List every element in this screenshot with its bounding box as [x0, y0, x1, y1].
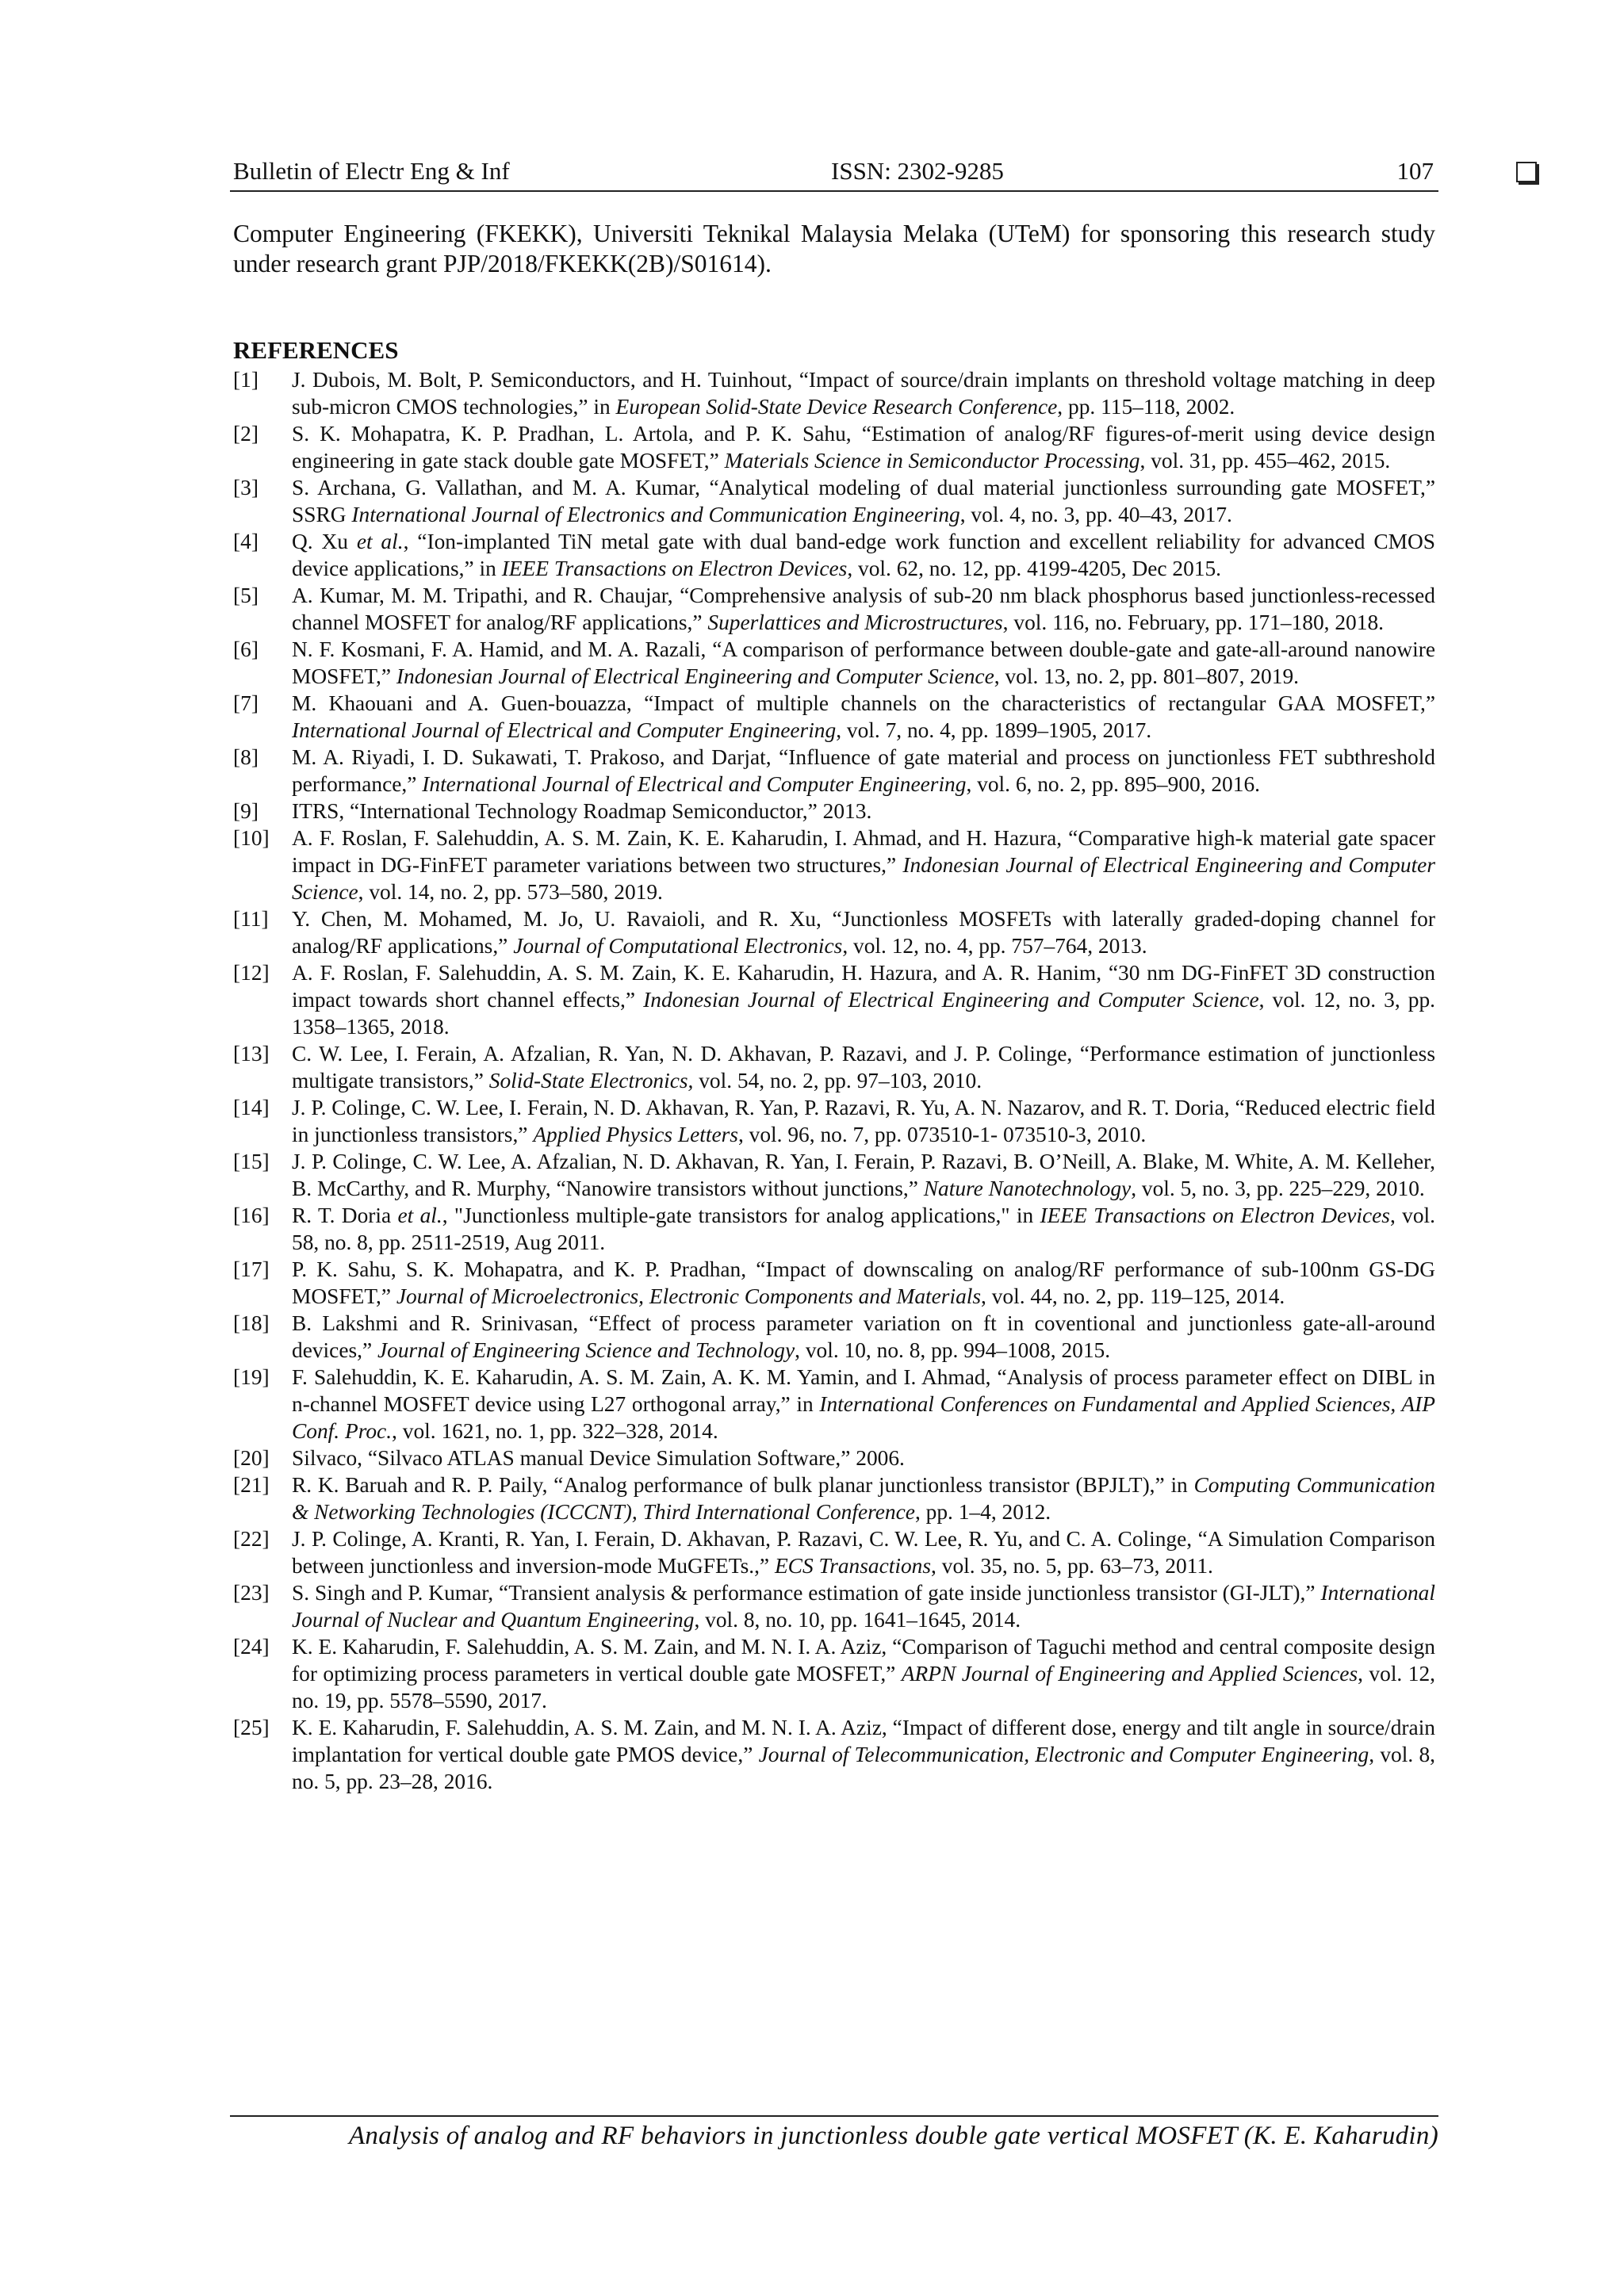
reference-venue: IEEE Transactions on Electron Devices [1040, 1203, 1390, 1227]
reference-number: [17] [233, 1257, 270, 1281]
reference-segment: , vol. 12, no. 3, pp. 1358–1365, 2018. [292, 988, 1435, 1039]
page-footer: Analysis of analog and RF behaviors in junctionless double gate vertical MOSFET (K. E. Kaharudin) [348, 2122, 1438, 2150]
reference-number: [11] [233, 907, 269, 931]
reference-item [233, 1579, 1435, 1633]
reference-item [233, 1714, 1435, 1795]
reference-text [292, 1148, 1435, 1202]
reference-segment: K. E. Kaharudin, F. Salehuddin, A. S. M. Zain, and M. N. I. A. Aziz, “Impact of different dose, energy and tilt angle in source/drain implantation for vertical double gate PMOS device,” [292, 1716, 1435, 1766]
reference-number: [9] [233, 799, 259, 823]
reference-text [292, 1714, 1435, 1795]
reference-segment: Silvaco, “Silvaco ATLAS manual Device Simulation Software,” 2006. [292, 1446, 905, 1470]
reference-venue: International Journal of Electronics and Communication Engineering [351, 503, 960, 526]
reference-number: [4] [233, 530, 259, 553]
reference-segment: , vol. 1621, no. 1, pp. 322–328, 2014. [392, 1419, 718, 1443]
reference-number: [18] [233, 1311, 270, 1335]
reference-item [233, 798, 1435, 825]
reference-segment: , vol. 14, no. 2, pp. 573–580, 2019. [358, 880, 663, 904]
reference-text [292, 474, 1435, 528]
reference-number: [22] [233, 1527, 270, 1551]
reference-venue: Indonesian Journal of Electrical Engineering and Computer Science [643, 988, 1259, 1012]
reference-segment: , vol. 8, no. 10, pp. 1641–1645, 2014. [694, 1608, 1021, 1632]
reference-venue: ARPN Journal of Engineering and Applied Sciences [901, 1662, 1358, 1686]
reference-number: [10] [233, 826, 270, 850]
reference-number: [7] [233, 691, 259, 715]
references-heading: REFERENCES [233, 336, 399, 364]
reference-text [292, 582, 1435, 636]
reference-item [233, 744, 1435, 798]
reference-number: [3] [233, 476, 259, 499]
reference-number: [6] [233, 637, 259, 661]
reference-venue: Computing Communication & Networking Technologies (ICCCNT), Third International Conference [292, 1473, 1435, 1524]
reference-segment: S. Archana, G. Vallathan, and M. A. Kumar, “Analytical modeling of dual material junctionless surrounding gate MOSFET,” SSRG [292, 476, 1435, 526]
reference-venue: Journal of Computational Electronics [513, 934, 843, 958]
reference-venue: Journal of Telecommunication, Electronic and Computer Engineering [758, 1743, 1369, 1766]
reference-item [233, 905, 1435, 959]
reference-item [233, 1148, 1435, 1202]
reference-text [292, 1471, 1435, 1525]
reference-segment: N. F. Kosmani, F. A. Hamid, and M. A. Razali, “A comparison of performance between double-gate and gate-all-around nanowire MOSFET,” [292, 637, 1435, 688]
acknowledgement-text: Computer Engineering (FKEKK), Universiti Teknikal Malaysia Melaka (UTeM) for sponsoring this research study under research grant PJP/2018/FKEKK(2B)/S01614). [233, 220, 1435, 277]
footer-divider [230, 2115, 1438, 2117]
reference-segment: , vol. 116, no. February, pp. 171–180, 2018. [1002, 610, 1384, 634]
reference-segment: , vol. 58, no. 8, pp. 2511-2519, Aug 2011. [292, 1203, 1435, 1254]
reference-text [292, 798, 1435, 825]
reference-segment: F. Salehuddin, K. E. Kaharudin, A. S. M. Zain, A. K. M. Yamin, and I. Ahmad, “Analysis of process parameter effect on DIBL in n-channel MOSFET device using L27 orthogonal array,” in [292, 1365, 1435, 1416]
reference-number: [8] [233, 745, 259, 769]
reference-text [292, 1633, 1435, 1714]
reference-text [292, 1040, 1435, 1094]
reference-text [292, 1310, 1435, 1364]
page-header [230, 155, 1438, 192]
reference-segment: S. K. Mohapatra, K. P. Pradhan, L. Artola, and P. K. Sahu, “Estimation of analog/RF figures-of-merit using device design engineering in gate stack double gate MOSFET,” [292, 422, 1435, 473]
reference-item [233, 1525, 1435, 1579]
reference-text [292, 636, 1435, 690]
reference-number: [19] [233, 1365, 270, 1389]
reference-text [292, 1364, 1435, 1445]
reference-segment: , vol. 35, no. 5, pp. 63–73, 2011. [931, 1554, 1213, 1578]
reference-segment: P. K. Sahu, S. K. Mohapatra, and K. P. Pradhan, “Impact of downscaling on analog/RF performance of sub-100nm GS-DG MOSFET,” [292, 1257, 1435, 1308]
reference-segment: A. Kumar, M. M. Tripathi, and R. Chaujar, “Comprehensive analysis of sub-20 nm black phosphorus based junctionless-recessed channel MOSFET for analog/RF applications,” [292, 584, 1435, 634]
reference-item [233, 1094, 1435, 1148]
reference-segment: , vol. 10, no. 8, pp. 994–1008, 2015. [795, 1338, 1111, 1362]
reference-item [233, 690, 1435, 744]
reference-segment: , "Junctionless multiple-gate transistors for analog applications," in [442, 1203, 1040, 1227]
reference-venue: Indonesian Journal of Electrical Engineering and Computer Science [396, 664, 994, 688]
reference-venue: Journal of Microelectronics, Electronic Components and Materials [396, 1284, 982, 1308]
reference-item [233, 528, 1435, 582]
reference-number: [25] [233, 1716, 270, 1739]
reference-text [292, 1094, 1435, 1148]
reference-venue: Solid-State Electronics, [488, 1069, 694, 1093]
reference-number: [15] [233, 1150, 270, 1173]
reference-segment: , pp. 1–4, 2012. [914, 1500, 1051, 1524]
reference-venue: Applied Physics Letters [533, 1123, 738, 1146]
reference-venue: Journal of Engineering Science and Technology [377, 1338, 795, 1362]
reference-number: [1] [233, 368, 259, 392]
reference-venue: European Solid-State Device Research Conference [615, 395, 1058, 419]
reference-segment: R. K. Baruah and R. P. Paily, “Analog performance of bulk planar junctionless transistor (BPJLT),” in [292, 1473, 1194, 1497]
reference-item [233, 825, 1435, 905]
reference-number: [2] [233, 422, 259, 446]
reference-segment: R. T. Doria [292, 1203, 398, 1227]
reference-item [233, 420, 1435, 474]
reference-text [292, 420, 1435, 474]
reference-segment: M. A. Riyadi, I. D. Sukawati, T. Prakoso, and Darjat, “Influence of gate material and process on junctionless FET subthreshold performance,” [292, 745, 1435, 796]
reference-item [233, 474, 1435, 528]
reference-item [233, 1364, 1435, 1445]
reference-segment: J. P. Colinge, C. W. Lee, A. Afzalian, N. D. Akhavan, R. Yan, I. Ferain, P. Razavi, B. O’Neill, A. Blake, M. White, A. M. Kelleher, B. McCarthy, and R. Murphy, “Nanowire transistors without junctions,” [292, 1150, 1435, 1200]
reference-segment: vol. 54, no. 2, pp. 97–103, 2010. [693, 1069, 982, 1093]
reference-number: [20] [233, 1446, 270, 1470]
reference-segment: C. W. Lee, I. Ferain, A. Afzalian, R. Yan, N. D. Akhavan, P. Razavi, and J. P. Colinge, “Performance estimation of junctionless multigate transistors,” [292, 1042, 1435, 1093]
reference-number: [24] [233, 1635, 270, 1659]
reference-text [292, 959, 1435, 1040]
reference-text [292, 825, 1435, 905]
page-number: 107 [1396, 157, 1434, 185]
reference-text [292, 905, 1435, 959]
reference-number: [14] [233, 1096, 270, 1119]
reference-text [292, 1445, 1435, 1471]
reference-item [233, 1040, 1435, 1094]
reference-segment: J. Dubois, M. Bolt, P. Semiconductors, and H. Tuinhout, “Impact of source/drain implants on threshold voltage matching in deep sub-micron CMOS technologies,” in [292, 368, 1435, 419]
reference-segment: B. Lakshmi and R. Srinivasan, “Effect of process parameter variation on ft in coventional and junctionless gate-all-around devices,” [292, 1311, 1435, 1362]
reference-text [292, 528, 1435, 582]
reference-segment: , vol. 12, no. 4, pp. 757–764, 2013. [842, 934, 1147, 958]
reference-venue: Materials Science in Semiconductor Processing [724, 449, 1140, 473]
reference-segment: A. F. Roslan, F. Salehuddin, A. S. M. Zain, K. E. Kaharudin, I. Ahmad, and H. Hazura, “Comparative high-k material gate spacer impact in DG-FinFET parameter variations between two structures,” [292, 826, 1435, 877]
reference-segment: K. E. Kaharudin, F. Salehuddin, A. S. M. Zain, and M. N. I. A. Aziz, “Comparison of Taguchi method and central composite design for optimizing process parameters in vertical double gate MOSFET,” [292, 1635, 1435, 1686]
reference-segment: , vol. 31, pp. 455–462, 2015. [1139, 449, 1391, 473]
reference-venue: International Journal of Nuclear and Quantum Engineering [292, 1581, 1435, 1632]
reference-text [292, 690, 1435, 744]
reference-segment: , vol. 96, no. 7, pp. 073510-1- 073510-3, 2010. [737, 1123, 1147, 1146]
reference-venue: International Journal of Electrical and Computer Engineering [292, 718, 837, 742]
reference-segment: , vol. 4, no. 3, pp. 40–43, 2017. [959, 503, 1232, 526]
reference-item [233, 1202, 1435, 1256]
reference-item [233, 582, 1435, 636]
reference-item [233, 636, 1435, 690]
reference-segment: , vol. 8, no. 5, pp. 23–28, 2016. [292, 1743, 1435, 1793]
reference-segment: , pp. 115–118, 2002. [1057, 395, 1235, 419]
reference-item [233, 1633, 1435, 1714]
reference-number: [5] [233, 584, 259, 607]
reference-segment: M. Khaouani and A. Guen-bouazza, “Impact of multiple channels on the characteristics of rectangular GAA MOSFET,” [292, 691, 1435, 715]
reference-segment: J. P. Colinge, C. W. Lee, I. Ferain, N. D. Akhavan, R. Yan, P. Razavi, R. Yu, A. N. Nazarov, and R. T. Doria, “Reduced electric field in junctionless transistors,” [292, 1096, 1435, 1146]
reference-item [233, 1310, 1435, 1364]
reference-number: [13] [233, 1042, 270, 1066]
reference-segment: , “Ion-implanted TiN metal gate with dual band-edge work function and excellent reliability for advanced CMOS device applications,” in [292, 530, 1435, 580]
issn: ISSN: 2302-9285 [831, 157, 1004, 185]
reference-text [292, 1579, 1435, 1633]
reference-venue: International Conferences on Fundamental and Applied Sciences, AIP Conf. Proc. [292, 1392, 1435, 1443]
reference-venue: Indonesian Journal of Electrical Engineering and Computer Science [292, 853, 1435, 904]
reference-segment: , vol. 12, no. 19, pp. 5578–5590, 2017. [292, 1662, 1435, 1712]
reference-segment: , vol. 7, no. 4, pp. 1899–1905, 2017. [836, 718, 1152, 742]
reference-item [233, 959, 1435, 1040]
reference-segment: , vol. 5, no. 3, pp. 225–229, 2010. [1131, 1177, 1425, 1200]
reference-text [292, 1256, 1435, 1310]
reference-segment: , vol. 62, no. 12, pp. 4199-4205, Dec 2015. [847, 557, 1222, 580]
reference-segment: S. Singh and P. Kumar, “Transient analysis & performance estimation of gate inside junctionless transistor (GI-JLT),” [292, 1581, 1321, 1605]
reference-segment: , vol. 6, no. 2, pp. 895–900, 2016. [966, 772, 1260, 796]
reference-number: [12] [233, 961, 270, 985]
reference-segment: J. P. Colinge, A. Kranti, R. Yan, I. Ferain, D. Akhavan, P. Razavi, C. W. Lee, R. Yu, and C. A. Colinge, “A Simulation Comparison between junctionless and inversion-mode MuGFETs.,” [292, 1527, 1435, 1578]
reference-segment: Q. Xu [292, 530, 357, 553]
reference-segment: , vol. 13, no. 2, pp. 801–807, 2019. [994, 664, 1299, 688]
reference-text [292, 366, 1435, 420]
reference-number: [16] [233, 1203, 270, 1227]
reference-venue: et al. [397, 1203, 442, 1227]
box-icon [1516, 162, 1537, 182]
reference-venue: International Journal of Electrical and Computer Engineering [422, 772, 967, 796]
reference-venue: Superlattices and Microstructures [707, 610, 1003, 634]
reference-segment: Y. Chen, M. Mohamed, M. Jo, U. Ravaioli, and R. Xu, “Junctionless MOSFETs with laterally graded-doping channel for analog/RF applications,” [292, 907, 1435, 958]
reference-segment: A. F. Roslan, F. Salehuddin, A. S. M. Zain, K. E. Kaharudin, H. Hazura, and A. R. Hanim, “30 nm DG-FinFET 3D construction impact towards short channel effects,” [292, 961, 1435, 1012]
reference-item [233, 1256, 1435, 1310]
reference-venue: IEEE Transactions on Electron Devices [501, 557, 848, 580]
reference-item [233, 1471, 1435, 1525]
reference-text [292, 1525, 1435, 1579]
reference-venue: et al. [356, 530, 404, 553]
reference-segment: , vol. 44, no. 2, pp. 119–125, 2014. [981, 1284, 1285, 1308]
reference-venue: Nature Nanotechnology [923, 1177, 1132, 1200]
reference-number: [21] [233, 1473, 270, 1497]
reference-item [233, 1445, 1435, 1471]
journal-name: Bulletin of Electr Eng & Inf [233, 157, 510, 185]
reference-number: [23] [233, 1581, 270, 1605]
reference-venue: ECS Transactions [774, 1554, 932, 1578]
reference-list [233, 366, 1435, 1795]
reference-item [233, 366, 1435, 420]
reference-text [292, 1202, 1435, 1256]
reference-text [292, 744, 1435, 798]
reference-segment: ITRS, “International Technology Roadmap Semiconductor,” 2013. [292, 799, 872, 823]
